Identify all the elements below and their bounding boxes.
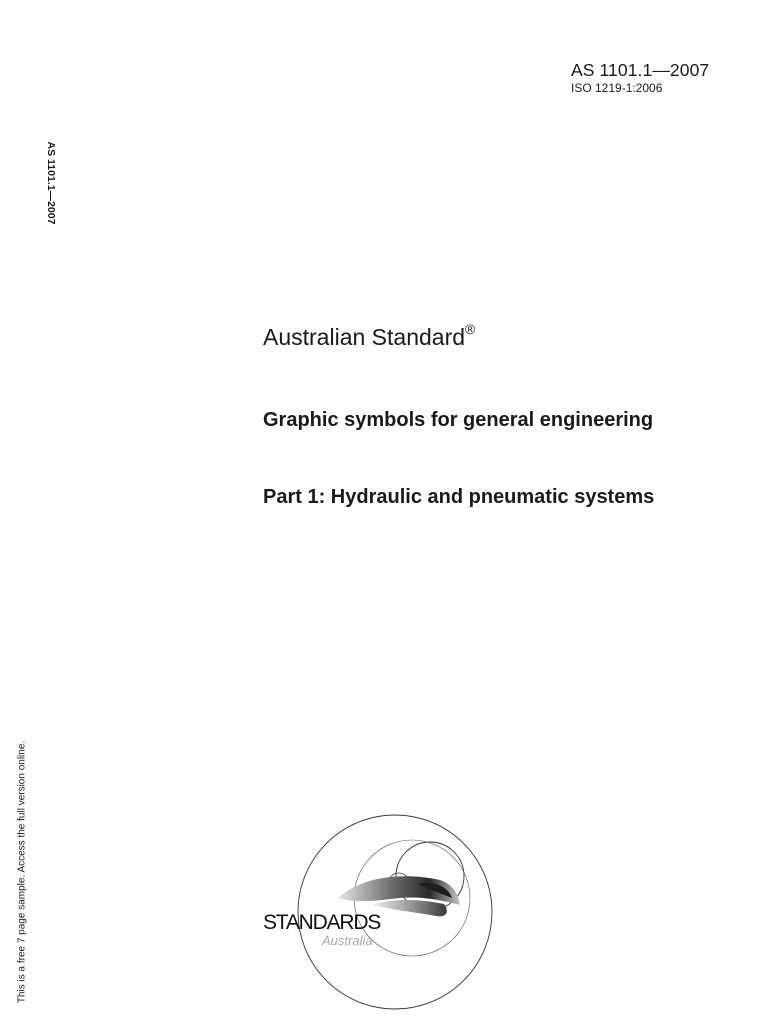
iso-number: ISO 1219-1:2006 [571,81,663,95]
standard-number: AS 1101.1—2007 [571,60,710,80]
document-subtitle: Part 1: Hydraulic and pneumatic systems [263,486,655,508]
series-name: Australian Standard [263,324,466,350]
registered-mark: ® [465,321,476,337]
logo-subtext: Australia [322,933,373,948]
document-title: Graphic symbols for general engineering [263,409,654,431]
spine-label: AS 1101.1—2007 [45,141,57,225]
sample-notice: This is a free 7 page sample. Access the full version online. [16,740,28,1004]
logo-wordmark: STANDARDS [263,911,381,934]
